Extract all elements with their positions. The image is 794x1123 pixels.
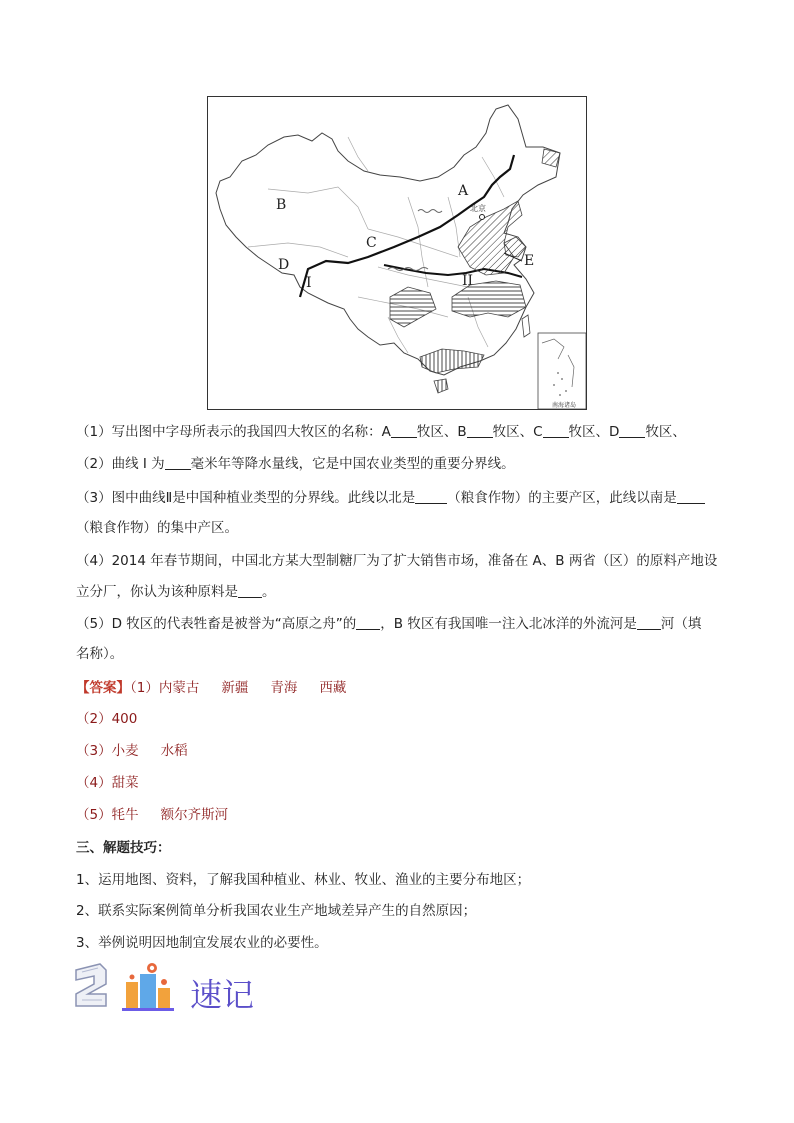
q3-blank-b[interactable] [677, 489, 705, 504]
hainan-island [434, 379, 448, 393]
label-d: D [278, 257, 290, 273]
q4-line1: （4）2014 年春节期间，中国北方某大型制糖厂为了扩大销售市场，准备在 A、B 两省（区）的原料产地设 [76, 553, 718, 569]
label-b: B [276, 197, 287, 213]
q1-seg2: 牧区、C [492, 424, 543, 440]
a1-item: 新疆 [221, 680, 249, 696]
q1-seg3: 牧区、D [568, 424, 620, 440]
inset-box [538, 333, 586, 409]
a2-num: （2） [76, 711, 112, 727]
sichuan-basin-region [390, 287, 436, 327]
question-5-line2 [76, 642, 123, 662]
q2-prefix: （2）曲线 I 为 [76, 456, 165, 472]
a5-item: 额尔齐斯河 [160, 807, 229, 823]
a4-num: （4） [76, 775, 112, 791]
podium-icon [122, 963, 174, 1011]
q4-prefix: 立分厂，你认为该种原料是 [76, 584, 238, 600]
inset-label: 南海诸岛 [551, 402, 577, 409]
question-3-line1 [76, 486, 705, 506]
beijing-label: 北京 [470, 204, 486, 213]
q3-mid: （粮食作物）的主要产区，此线以南是 [447, 490, 677, 506]
a4-item: 甜菜 [111, 775, 139, 791]
question-2 [76, 452, 515, 472]
tip-item: 3、举例说明因地制宜发展农业的必要性。 [76, 935, 328, 951]
a3-num: （3） [76, 743, 112, 759]
section-title: 速记 [190, 976, 255, 1014]
a5-item: 牦牛 [111, 807, 139, 823]
a2-item: 400 [111, 711, 138, 727]
answer-tag: 【答案】 [76, 680, 130, 696]
label-curve-i: I [306, 275, 312, 291]
river-line-north [418, 210, 442, 213]
taiwan-island [522, 315, 530, 337]
tip-item: 1、运用地图、资料，了解我国种植业、林业、牧业、渔业的主要分布地区； [76, 872, 531, 888]
q5-line2: 名称）。 [76, 646, 124, 662]
a3-item: 水稻 [160, 743, 188, 759]
q1-prefix: （1）写出图中字母所表示的我国四大牧区的名称：A [76, 424, 391, 440]
q2-blank[interactable] [165, 455, 191, 470]
answer-2 [76, 707, 137, 727]
label-curve-ii: II [462, 273, 474, 289]
beijing-marker [480, 215, 485, 220]
q5-blank-b[interactable] [637, 615, 661, 630]
q4-blank[interactable] [238, 583, 262, 598]
a1-item: 青海 [270, 680, 298, 696]
north-china-plain-region [458, 201, 522, 275]
question-3-line2 [76, 516, 238, 536]
a5-num: （5） [76, 807, 112, 823]
q5-suffix: 河（填 [660, 616, 702, 632]
a1-num: （1） [130, 680, 159, 696]
answer-5 [76, 803, 228, 823]
q1-blank-a[interactable] [391, 423, 417, 438]
q4-suffix: 。 [262, 584, 276, 600]
q1-seg1: 牧区、B [416, 424, 467, 440]
q5-mid: ，B 牧区有我国唯一注入北冰洋的外流河是 [380, 616, 637, 632]
a1-item: 内蒙古 [158, 680, 200, 696]
section-sticker [72, 958, 272, 1018]
china-outline [216, 105, 560, 375]
map-svg [208, 97, 587, 410]
section-sticker-svg [72, 958, 272, 1018]
question-1 [76, 420, 686, 440]
label-e: E [524, 253, 535, 269]
q1-blank-b[interactable] [467, 423, 493, 438]
q1-blank-c[interactable] [543, 423, 569, 438]
pearl-river-region [420, 349, 484, 373]
q5-prefix: （5）D 牧区的代表牲畜是被誉为“高原之舟”的 [76, 616, 357, 632]
q3-blank-a[interactable] [415, 489, 447, 504]
question-5-line1 [76, 612, 701, 632]
q1-blank-d[interactable] [619, 423, 645, 438]
answer-1 [76, 676, 346, 696]
question-4-line1 [76, 549, 717, 569]
q1-seg4: 牧区、 [645, 424, 686, 440]
tips-heading: 三、解题技巧： [76, 840, 171, 856]
answer-3 [76, 739, 188, 759]
question-4-line2 [76, 580, 276, 600]
a3-item: 小麦 [111, 743, 139, 759]
tip-item: 2、联系实际案例简单分析我国农业生产地域差异产生的自然原因； [76, 903, 477, 919]
q3-prefix: （3）图中曲线Ⅱ是中国种植业类型的分界线。此线以北是 [76, 490, 416, 506]
answer-4 [76, 771, 139, 791]
china-agriculture-map [207, 96, 587, 410]
label-a: A [458, 183, 469, 199]
a1-item: 西藏 [319, 680, 347, 696]
q2-suffix: 毫米年等降水量线，它是中国农业类型的重要分界线。 [190, 456, 515, 472]
q3-line2: （粮食作物）的集中产区。 [76, 520, 238, 536]
q5-blank-a[interactable] [356, 615, 380, 630]
label-c: C [366, 235, 377, 251]
